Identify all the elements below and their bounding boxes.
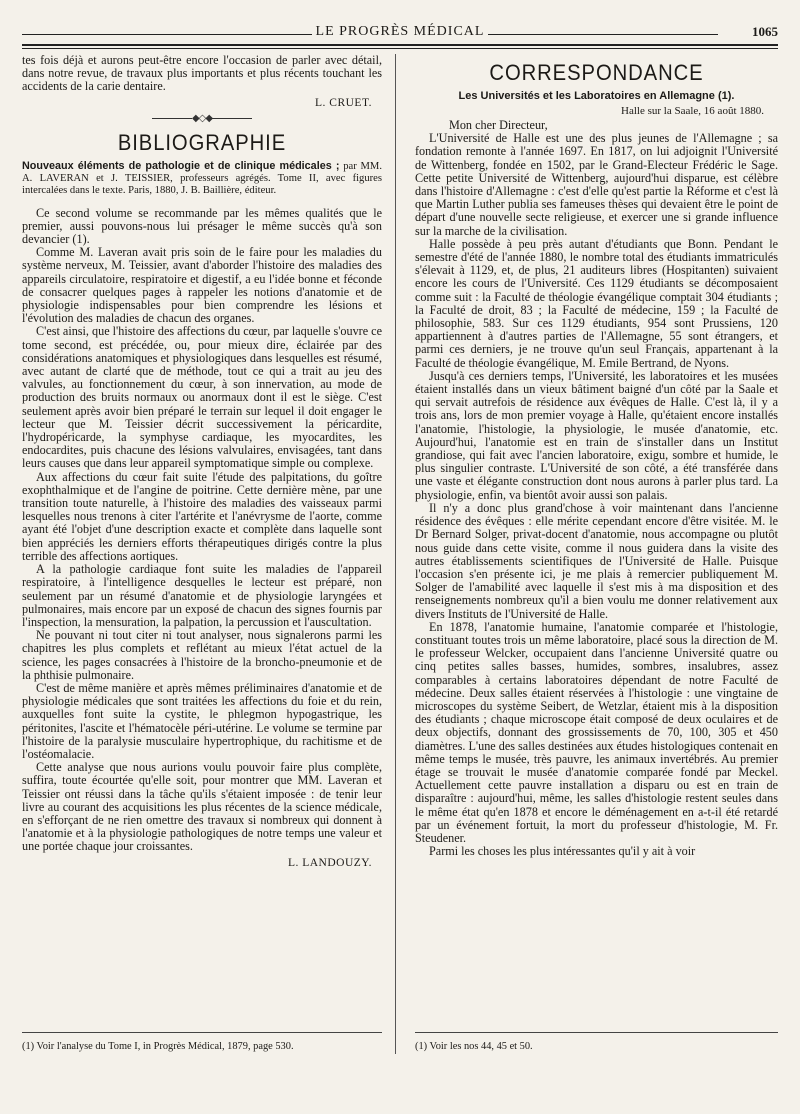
footnote-rule xyxy=(22,1032,382,1033)
book-details: par MM. A. LAVERAN et J. TEISSIER, professeurs agrégés. Tome II, avec figures intercalées dans le texte. Paris, 1880, J. B. Baillière, éditeur. xyxy=(22,160,382,196)
footnote-text: (1) Voir l'analyse du Tome I, in Progrès Médical, 1879, page 530. xyxy=(22,1041,294,1052)
review-paragraph: C'est de même manière et après mêmes préliminaires d'anatomie et de physiologie médicales que sont traitées les affections du foie et du rein, auxquelles font suite la cystite, le phlegmon hypogastrique, les péritonites, l'ascite et l'hématocèle péri-utérine. Le volume se termine par l'histoire de la paralysie musculaire hypertrophique, du rachitisme et de l'ostéomalacie. xyxy=(22,680,382,761)
review-paragraph: C'est ainsi, que l'histoire des affections du cœur, par laquelle s'ouvre ce tome second, est précédée, ou, pour mieux dire, éclairée par des considérations anatomiques et physiologiques dans lesquelles est résumé, avec autant de clarté que de méthode, tout ce qui a trait au jeu des valvules, au fonctionnement du cœur, à son innervation, au mode de production des bruits normaux ou anormaux dont il est le siège. C'est seulement après avoir bien préparé le terrain sur lequel il doit engager le lecteur que M. Teissier décrit successivement la péricardite, l'hydropéricarde, la symphyse cardiaque, les myocardites, les endocardites, puis chacune des lésions valvulaires, envisagées, tant dans leurs causes que dans leur appareil symptomatique simple ou complexe. xyxy=(22,324,383,471)
book-reference xyxy=(22,160,382,197)
intro-paragraph: tes fois déjà et aurons peut-être encore l'occasion de parler avec détail, dans notre revue, de travaux plus importants et plus récents touchant les accidents de la carie dentaire. xyxy=(22,53,382,94)
running-header xyxy=(22,22,778,44)
article-subtitle: Les Universités et les Laboratoires en Allemagne (1). xyxy=(458,90,735,102)
header-double-rule-thin xyxy=(22,48,778,49)
review-paragraph: Ne pouvant ni tout citer ni tout analyser, nous signalerons parmi les chapitres les plus complets et reflétant au mieux l'état actuel de la science, les pages consacrées à l'histoire de la broncho-pneumonie et de la phthisie pulmonaire. xyxy=(22,628,382,682)
review-paragraph: Ce second volume se recommande par les mêmes qualités que le premier, aussi pouvons-nous lui présager le même succès qu'à son devancier (1). xyxy=(22,205,382,247)
dateline: Halle sur la Saale, 16 août 1880. xyxy=(621,105,764,117)
footnote-rule xyxy=(415,1032,778,1033)
salutation: Mon cher Directeur, xyxy=(449,118,548,132)
bibliographie-title: BIBLIOGRAPHIE xyxy=(117,129,287,155)
review-paragraph: Comme M. Laveran avait pris soin de le faire pour les maladies du système nerveux, M. Teissier, avant d'aborder l'histoire des maladies des appareils circulatoire, respiratoire et digestif, a eu l'idée bonne et féconde de consacrer quelques pages à rappeler les notions d'anatomie et de physiologie indispensables pour bien comprendre les lésions et l'évolution des maladies de chacun des organes. xyxy=(22,245,382,326)
intro-signature: L. CRUET. xyxy=(315,96,372,109)
right-column xyxy=(415,54,778,858)
letter-paragraph: Parmi les choses les plus intéressantes qu'il y ait à voir xyxy=(429,844,696,859)
book-title: Nouveaux éléments de pathologie et de clinique médicales ; xyxy=(22,159,340,172)
review-paragraph: Cette analyse que nous aurions voulu pouvoir faire plus complète, suffira, toute écourtée qu'elle soit, pour montrer que MM. Laveran et Teissier ont réussi dans la tâche qu'ils s'étaient imposée : de tenir leur livre au courant des acquisitions les plus récentes de la science médicale, en s'efforçant de ne rien omettre des travaux si nombreux qui donnent à l'anatomie et à la physiologie pathologiques de notre temps une valeur et une portée chaque jour croissantes. xyxy=(22,760,382,854)
letter-paragraph: En 1878, l'anatomie humaine, l'anatomie comparée et l'histologie, constituant toutes trois un même laboratoire, placé sous la direction de M. le professeur Welcker, occupaient dans l'ancienne Université quatre ou cinq petites salles basses, humides, sombres, insalubres, assez comparables à certains laboratoires dépendant de notre Faculté de médecine. Deux salles étaient réservées à l'histologie : une vingtaine de microscopes du système Seibert, de Wetzlar, étaient mis à la disposition des étudiants ; chaque microscope était composé de deux oculaires et de deux objectifs, donnant des grossissements de 70, 100, 305 et 450 diamètres. L'une des salles destinées aux études histologiques contenait en même temps le musée, très pauvre, les animaux invertébrés. Au premier étage se trouvait le musée d'anatomie comparée fondé par Meckel. Actuellement cette pauvre installation a disparu ou est en train de disparaître : aujourd'hui, même, les salles d'histologie restent seules dans le même état qu'en 1878 et encore le déménagement en a-t-il été retardé par un événement fortuit, la mort du professeur d'histologie, M. Fr. Steudener. xyxy=(415,619,778,845)
letter-paragraph: Jusqu'à ces derniers temps, l'Université, les laboratoires et les musées étaient installés dans un vieux bâtiment baigné d'un côté par la Saale et qui servait autrefois de résidence aux évêques de Halle. C'est là, il y a trois ans, lors de mon premier voyage à Halle, qu'étaient encore installés l'anatomie, l'histologie, la physiologie, le musée d'anatomie, etc. Aujourd'hui, l'anatomie est en train de s'installer dans un Institut grandiose, qui fait avec l'ancien laboratoire, exigu, sombre et humide, le plus singulier contraste. L'Université de son côté, a été transférée dans une vaste et élégante construction dont nous aurons à parler plus tard. La physiologie, enfin, va bientôt avoir aussi son palais. xyxy=(415,368,778,502)
review-paragraph: Aux affections du cœur fait suite l'étude des palpitations, du goître exophthalmique et de l'angine de poitrine. Cette dernière mène, par une transition toute naturelle, à l'histoire des maladies des vaisseaux parmi lesquelles nous trenons à citer l'artérite et l'anévrysme de l'aorte, comme ayant été l'objet d'une description exacte et complète dans laquelle sont bien appréciés les derniers efforts thérapeutiques dirigés contre la plus terrible des affections aortiques. xyxy=(22,469,382,563)
letter-paragraph: L'Université de Halle est une des plus jeunes de l'Allemagne ; sa fondation remonte à l'année 1697. En 1817, on lui adjoignit l'Université de Wittenberg, fondée en 1502, par le Grand-Electeur Frédéric le Sage. Cette petite Université de Wittenberg, aujourd'hui disparue, est célèbre dans l'histoire d'Allemagne : c'est d'elle qu'est partie la Réforme et c'est là que Martin Luther publia ses fameuses thèses qui devaient être le point de départ d'une nouvelle secte religieuse, et exercer une si grande influence sur la marche de la civilisation. xyxy=(415,131,778,238)
review-paragraph: A la pathologie cardiaque font suite les maladies de l'appareil respiratoire, à l'intelligence desquelles le lecteur est préparé, non seulement par un résumé d'anatomie et de physiologie laryngées et pulmonaires, mais encore par un exposé de chacun des signes fournis par l'inspection, la mensuration, la palpation, la percussion et l'auscultation. xyxy=(22,562,382,629)
column-divider xyxy=(395,54,396,1054)
letter-paragraph: Il n'y a donc plus grand'chose à voir maintenant dans l'ancienne résidence des évêques : elle mérite cependant encore d'être visitée. M. le Dr Bernard Solger, privat-docent d'anatomie, nous accompagne ou plutôt nous guide dans cette visite, comme il nous guidera dans la visite des autres établissements scientifiques de l'Université de Halle. Puisque l'occasion s'en présente ici, je me plais à remercier publiquement M. Solger de l'amabilité avec laquelle il s'est mis à ma disposition et des renseignements nombreux qu'il a bien voulu me donner relativement aux divers Instituts de l'Université de Halle. xyxy=(415,500,778,621)
letter-paragraph: Halle possède à peu près autant d'étudiants que Bonn. Pendant le semestre d'été de l'année 1880, le nombre total des étudiants immatriculés s'élevait à 1129, et, de plus, 21 auditeurs libres (Hospitanten) suivaient encore les cours de l'Université. Ces 1129 étudiants se décomposaient comme suit : la Faculté de théologie évangélique comptait 304 étudiants ; la Faculté de droit, 83 ; la Faculté de médecine, 159 ; la Faculté de philosophie, 583. Sur ces 1129 étudiants, 954 sont Prussiens, 120 appartiennent à d'autres parties de l'Allemagne, 55 sont étrangers, et parmi ces derniers, je ne trouve qu'un seul Français, appartenant à la Faculté de théologie évangélique, M. Emile Bertrand, de Nyons. xyxy=(415,236,778,370)
right-footnote xyxy=(415,1032,778,1053)
section-ornament: ◆◇◆ xyxy=(22,113,382,124)
footnote-text: (1) Voir les nos 44, 45 et 50. xyxy=(415,1041,533,1052)
header-double-rule xyxy=(22,44,778,46)
left-footnote xyxy=(22,1032,382,1053)
page-number: 1065 xyxy=(752,24,778,39)
left-column xyxy=(22,54,382,869)
correspondance-title: CORRESPONDANCE xyxy=(489,60,704,85)
journal-title: LE PROGRÈS MÉDICAL xyxy=(315,24,485,39)
review-signature: L. LANDOUZY. xyxy=(287,856,372,869)
